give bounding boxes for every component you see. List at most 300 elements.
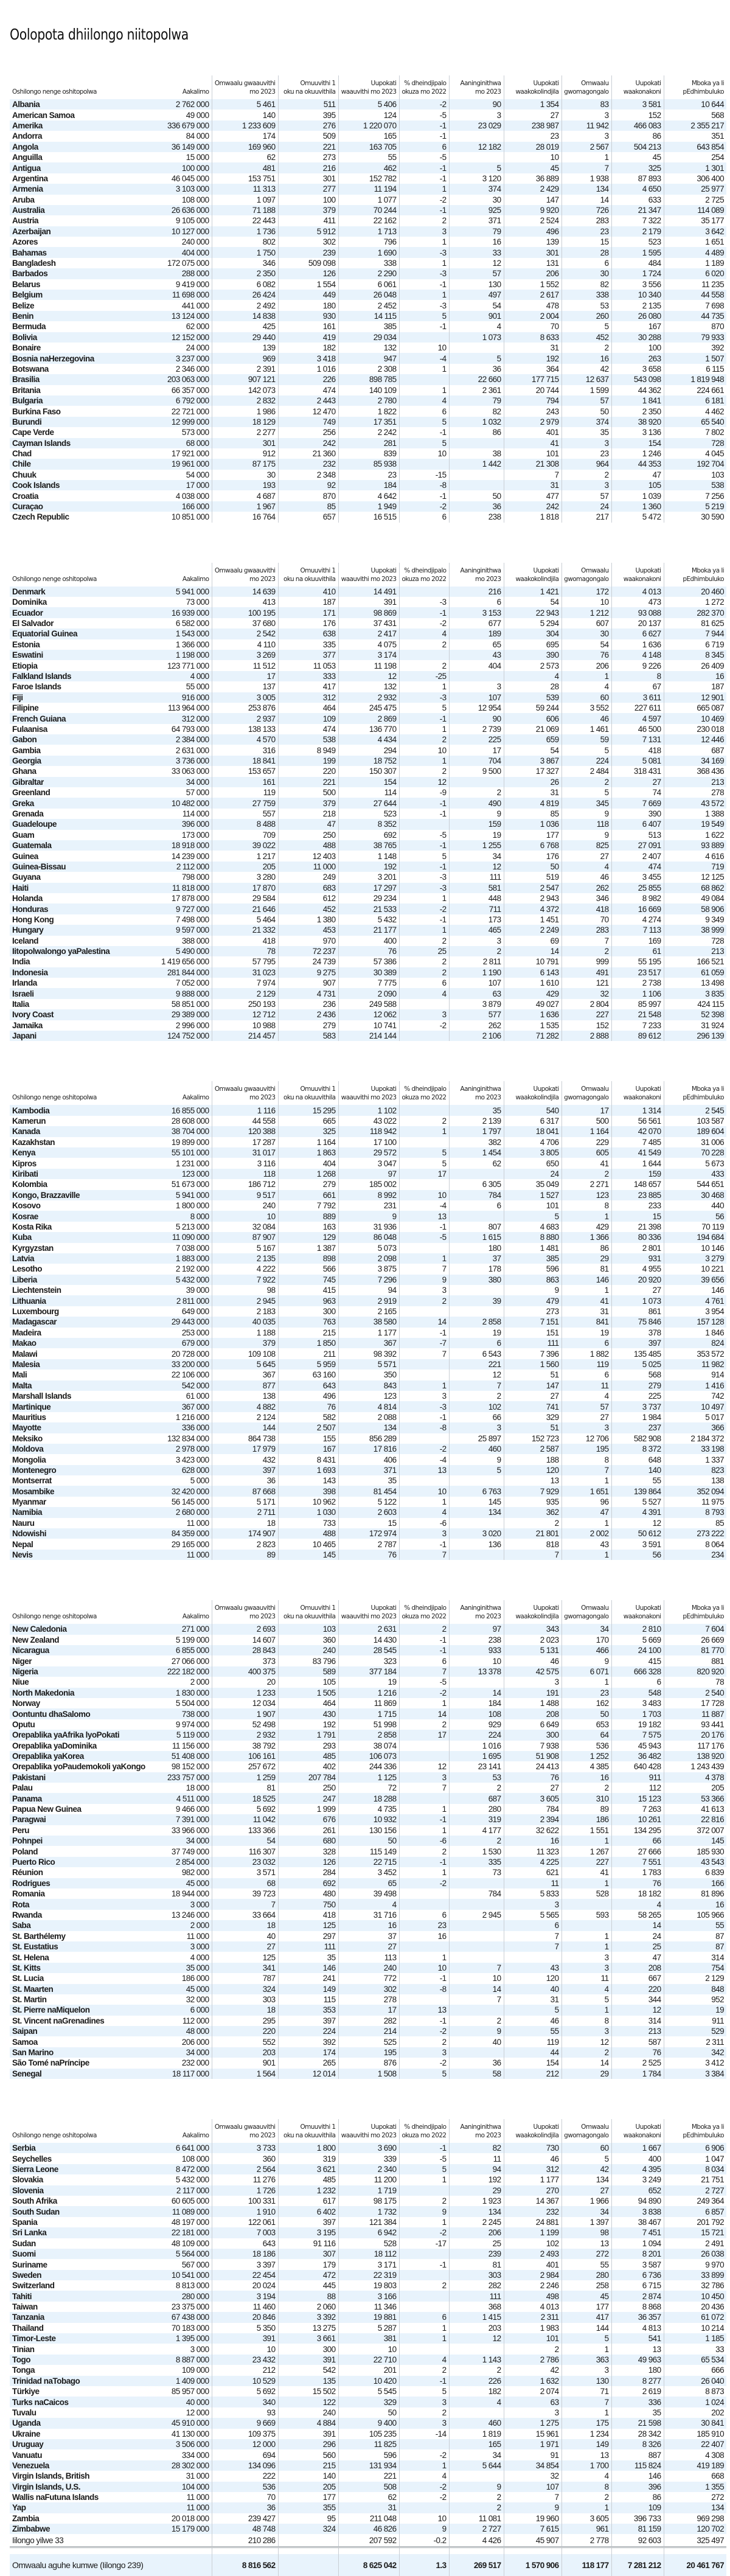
table-row [10,195,726,205]
cell-population: 336 000 [150,1422,212,1433]
cell-congregations: 41 [561,1295,611,1306]
cell-ratio: 480 [278,1888,338,1899]
cell-pioneers: 28 019 [504,142,561,152]
cell-population: 2 631 000 [175,745,209,755]
cell-congregations: 11 [561,1973,611,1983]
cell-pioneers: 2 587 [504,1444,561,1454]
cell-memorial-attendance: 1 185 [664,2333,726,2344]
cell-baptized: 107 [449,692,504,703]
cell-average-publishers: 21 533 [338,903,399,914]
cell-memorial-attendance: 668 [664,2471,726,2481]
cell-ratio: 205 [278,2482,338,2492]
cell-population: 34 000 [150,2047,212,2058]
table-row [10,1941,726,1952]
cell-bible-studies: 5 472 [611,512,664,522]
cell-peak-publishers: 138 [212,1391,278,1401]
column-header-line: Omwaalu [581,2123,609,2131]
cell-memorial-attendance: 78 [664,1677,726,1687]
column-header-line: Omuuvithi 1 [300,566,336,574]
cell-peak-publishers: 18 186 [212,2249,278,2259]
cell-increase-percent: 16 [399,1931,449,1941]
cell-country: Uruguay [10,2439,150,2449]
cell-peak-publishers: 134 096 [212,2460,278,2471]
cell-congregations: 2 484 [561,766,611,776]
cell-peak-publishers: 17 870 [212,883,278,893]
cell-population: 4 000 [190,1952,209,1962]
column-header-pioneers [504,1081,561,1105]
cell-population: 9 974 000 [175,1719,209,1729]
cell-congregations: 118 [561,819,611,829]
cell-ratio: 240 [278,2407,338,2418]
cell-congregations: 1 [561,1285,611,1295]
cell-population: 84 359 000 [150,1528,212,1539]
cell-bible-studies: 35 [611,2407,664,2418]
cell-ratio: 145 [278,1550,338,1560]
column-header-line: mo 2023 [474,88,501,96]
cell-population: 20 728 000 [171,1349,209,1359]
cell-baptized: 1 255 [449,840,504,851]
cell-congregations: 27 [561,2185,611,2196]
cell-country: Greenland [12,788,50,798]
cell-average-publishers: 3 171 [338,2259,399,2269]
cell-congregations: 50 [561,406,611,416]
column-header-ratio [278,1600,338,1624]
cell-peak-publishers: 17 979 [212,1444,278,1454]
cell-population: 108 000 [181,2154,209,2163]
cell-memorial-attendance: 6 839 [664,1867,726,1878]
cell-peak-publishers: 10 988 [212,1020,278,1031]
cell-peak-publishers: 26 424 [212,290,278,300]
cell-bible-studies: 396 [611,2482,664,2492]
cell-ratio: 2 443 [278,395,338,406]
cell-congregations: 841 [561,1317,611,1327]
cell-country: Bosnia naHerzegovina [10,353,150,363]
cell-average-publishers: 350 [338,1370,399,1380]
cell-baptized: 81 [449,2259,504,2269]
cell-bible-studies: 47 [611,470,664,480]
cell-memorial-attendance: 103 587 [664,1116,726,1126]
header-row [10,1600,726,1624]
cell-population: 28 608 000 [171,1116,209,1126]
cell-memorial-attendance: 31 006 [664,1137,726,1147]
cell-country: Kuba [10,1232,150,1242]
cell-population: 1 543 000 [150,628,212,639]
cell-peak-publishers: 1 907 [212,1708,278,1719]
cell-ratio: 970 [278,936,338,946]
table-row [10,2376,726,2386]
cell-country: Azores [12,237,38,247]
cell-ratio: 129 [278,1232,338,1242]
cell-bible-studies: 24 [611,1931,664,1941]
cell-bible-studies: 180 [611,2365,664,2375]
cell-country: New Caledonia [10,1624,150,1634]
cell-bible-studies: 1 703 [611,1708,664,1719]
cell-pioneers: 2 943 [504,893,561,903]
column-header-line: waakokolindjila [515,1613,559,1621]
spacer-cell [611,2547,664,2555]
cell-bible-studies: 21 598 [611,2418,664,2428]
cell-baptized: 14 [449,1984,504,1994]
cell-memorial-attendance: 824 [664,1338,726,1348]
cell-congregations: 2 [561,343,611,353]
cell-congregations: 2 888 [561,1031,611,1041]
cell-increase-percent: -2 [399,2492,449,2502]
cell-population: 48 109 000 [171,2238,209,2248]
cell-baptized: 82 [449,406,504,416]
cell-bible-studies: 931 [611,1253,664,1264]
cell-average-publishers: 98 869 [338,607,399,618]
cell-population: 7 038 000 [175,1243,209,1253]
column-header-line: Mboka ya li [691,1085,724,1093]
cell-peak-publishers: 27 759 [212,798,278,808]
cell-country: Amerika [10,120,150,131]
cell-increase-percent: 1 [399,681,449,692]
cell-average-publishers: 115 149 [338,1846,399,1856]
cell-population: 2 384 000 [150,734,212,745]
cell-country: Georgia [10,756,150,766]
cell-baptized: 1 615 [449,1232,504,1242]
column-header-line: oku na okuuvithila [283,2132,336,2140]
cell-memorial-attendance: 13 498 [664,978,726,988]
cell-increase-percent: 13 [399,1465,449,1475]
cell-increase-percent [399,2302,449,2312]
cell-pioneers: 2 493 [504,2249,561,2259]
column-header-line: gwomagongalo [564,1094,609,1102]
cell-ratio: 750 [278,1899,338,1909]
cell-country: Latvia [10,1253,150,1264]
column-header-line: okuza mo 2022 [401,88,447,96]
cell-pioneers: 22 943 [504,607,561,618]
cell-baptized: 9 [449,809,504,819]
cell-average-publishers: 17 297 [338,883,399,893]
table-row [10,343,726,353]
cell-congregations: 5 [561,787,611,798]
cell-ratio: 11 053 [278,660,338,670]
cell-baptized: 7 [449,1963,504,1973]
total-baptized: 269 517 [449,2554,504,2576]
cell-pioneers: 390 [504,650,561,660]
cell-congregations: 418 [561,903,611,914]
cell-country: Dominika [12,597,47,607]
cell-average-publishers: 1 690 [338,247,399,257]
cell-increase-percent: -1 [399,914,449,925]
cell-congregations: 466 [561,1645,611,1655]
table-row [10,925,726,935]
cell-bible-studies: 237 [611,1422,664,1433]
cell-peak-publishers: 1 188 [212,1328,278,1338]
cell-increase-percent: 3 [399,1391,449,1401]
cell-country: Réunion [12,1868,43,1878]
table-row [10,152,726,162]
cell-increase-percent: 4 [399,2471,449,2481]
cell-average-publishers: 76 [338,1550,399,1560]
cell-baptized: 1 415 [449,2312,504,2322]
column-header-line: % dheindjipalo [404,80,447,87]
table-row [10,1751,726,1761]
table-row [10,184,726,194]
cell-average-publishers: 5 073 [338,1243,399,1253]
cell-congregations: 2 [561,470,611,480]
cell-bible-studies: 4 148 [611,650,664,660]
cell-ratio: 391 [278,2429,338,2439]
cell-pioneers: 177 [504,830,561,840]
cell-congregations: 1 651 [561,1486,611,1496]
cell-peak-publishers: 5 692 [212,1804,278,1814]
cell-ratio: 474 [278,385,338,395]
cell-ratio: 301 [278,173,338,184]
cell-peak-publishers: 5 464 [212,914,278,925]
cell-population: 388 000 [181,936,209,945]
cell-country: Chuuk [12,470,36,479]
cell-pioneers: 6 768 [504,840,561,851]
cell-baptized: 36 [449,501,504,512]
cell-peak-publishers: 10 [212,2344,278,2354]
cell-memorial-attendance: 1 337 [664,1454,726,1464]
cell-memorial-attendance: 3 642 [664,226,726,237]
cell-pioneers: 478 [504,300,561,310]
cell-memorial-attendance: 26 038 [664,2249,726,2259]
cell-pioneers: 1 983 [504,2323,561,2333]
cell-population: 132 834 000 [167,1433,209,1443]
cell-pioneers: 11 323 [504,1846,561,1856]
cell-memorial-attendance: 2 725 [664,195,726,205]
cell-population: 22 181 000 [150,2227,212,2238]
table-row [10,1624,726,1634]
cell-peak-publishers: 68 [212,1878,278,1888]
cell-ratio: 215 [278,2460,338,2471]
cell-country: Malesia [10,1359,150,1370]
cell-memorial-attendance: 8 793 [664,1507,726,1517]
cell-average-publishers: 4 814 [338,1401,399,1412]
cell-peak-publishers: 1 564 [212,2069,278,2079]
cell-ratio: 676 [278,1814,338,1825]
cell-pioneers: 8 633 [504,332,561,343]
cell-baptized: 2 727 [449,2524,504,2534]
cell-population: 2 762 000 [150,99,212,110]
cell-bible-studies: 2 350 [611,406,664,416]
cell-pioneers: 343 [504,1624,561,1634]
cell-increase-percent: 3 [399,226,449,237]
column-header-line: waakonakoni [623,88,661,96]
cell-bible-studies: 396 733 [611,2513,664,2524]
cell-increase-percent: -4 [399,1454,449,1464]
cell-baptized: 12 954 [449,703,504,713]
cell-bible-studies: 15 [611,1211,664,1221]
column-header-pioneers [504,563,561,587]
cell-increase-percent: -2 [399,195,449,205]
cell-increase-percent: 1 [399,1804,449,1814]
cell-bible-studies: 146 [611,2471,664,2481]
cell-ratio: 2 060 [278,2302,338,2312]
cell-country: Mosambike [10,1486,150,1496]
cell-country: Bangladesh [12,259,56,268]
cell-ratio: 745 [278,1275,338,1285]
spacer-cell [664,2547,726,2555]
cell-baptized: 280 [449,1804,504,1814]
cell-peak-publishers: 54 [212,1836,278,1846]
cell-peak-publishers: 18 841 [212,756,278,766]
cell-congregations: 29 [561,1253,611,1264]
cell-country: Thailand [12,2323,44,2333]
cell-country: Lithuania [10,1295,150,1306]
cell-population: 19 899 000 [171,1137,209,1147]
cell-average-publishers: 17 100 [338,1137,399,1147]
cell-country: Virgin Islands, British [12,2471,90,2481]
cell-average-publishers: 1 949 [338,501,399,512]
cell-increase-percent: 5 [399,1147,449,1158]
cell-country: Slovenia [10,2185,150,2196]
cell-pioneers: 4 225 [504,1857,561,1867]
table-row [10,840,726,851]
cell-memorial-attendance: 70 228 [664,1147,726,1158]
cell-memorial-attendance: 114 089 [664,205,726,215]
cell-congregations: 346 [561,893,611,903]
cell-congregations: 71 [561,2386,611,2397]
cell-population: 1 830 000 [150,1688,212,1698]
table-row [10,2365,726,2375]
cell-peak-publishers: 1 967 [212,501,278,512]
cell-congregations: 3 [561,2365,611,2375]
cell-pioneers: 4 683 [504,1222,561,1232]
cell-country: Faroe Islands [12,682,61,692]
cell-memorial-attendance: 26 669 [664,1635,726,1645]
cell-memorial-attendance: 20 176 [664,1730,726,1740]
cell-peak-publishers: 39 022 [212,840,278,851]
cell-peak-publishers: 12 000 [212,2439,278,2449]
cell-average-publishers: 9 [338,1211,399,1221]
table-section [10,2119,726,2576]
cell-congregations: 6 [561,1338,611,1348]
cell-memorial-attendance: 33 198 [664,1444,726,1454]
cell-bible-studies: 1 360 [611,501,664,512]
cell-increase-percent: -1 [399,1645,449,1655]
cell-country: Makao [10,1338,150,1348]
cell-country: Suomi [10,2249,150,2259]
column-header-line: gwomagongalo [564,1613,609,1621]
cell-bible-studies: 213 [611,2026,664,2036]
table-row [10,226,726,237]
cell-baptized: 36 [449,364,504,374]
column-header-memorial-attendance [664,563,726,587]
cell-country: Paragwai [10,1814,150,1825]
cell-average-publishers: 1 719 [338,2185,399,2196]
cell-congregations: 3 [561,438,611,448]
column-header-line: waauvithi mo 2023 [341,2132,397,2140]
cell-pioneers: 27 [504,110,561,120]
cell-average-publishers: 150 307 [338,766,399,776]
cell-pioneers: 362 [504,1507,561,1517]
cell-average-publishers: 3 047 [338,1158,399,1168]
table-row [10,1348,726,1359]
column-header-line: oku na okuuvithila [283,575,336,583]
cell-bible-studies: 1 724 [611,268,664,279]
cell-ratio: 279 [278,1020,338,1031]
cell-bible-studies: 7 451 [611,2227,664,2238]
cell-peak-publishers: 295 [212,2016,278,2026]
cell-memorial-attendance: 368 436 [664,766,726,776]
spacer-cell [338,2547,399,2555]
cell-congregations: 229 [561,1137,611,1147]
cell-average-publishers: 12 [338,671,399,681]
cell-ratio: 1 505 [278,1688,338,1698]
cell-baptized: 3 [449,110,504,120]
cell-country: Kipros [12,1158,36,1168]
cell-peak-publishers: 1 750 [212,247,278,257]
cell-population: 67 438 000 [150,2312,212,2322]
cell-bible-studies: 3 838 [611,2206,664,2216]
cell-memorial-attendance: 3 835 [664,988,726,998]
cell-average-publishers: 27 [338,1941,399,1952]
cell-bible-studies: 208 [611,1963,664,1973]
cell-congregations: 27 [561,1412,611,1422]
cell-memorial-attendance: 26 040 [664,2376,726,2386]
column-header-line: oku na okuuvithila [283,1094,336,1102]
cell-increase-percent: -7 [399,1338,449,1348]
cell-memorial-attendance: 230 018 [664,724,726,734]
cell-baptized: 34 [449,851,504,861]
table-row [10,2323,726,2333]
cell-peak-publishers: 2 135 [212,1253,278,1264]
cell-baptized: 19 [449,830,504,840]
cell-population: 11 089 000 [150,2206,212,2216]
cell-population: 5 213 000 [175,1222,209,1231]
cell-average-publishers: 3 166 [338,2291,399,2301]
cell-peak-publishers: 5 461 [212,99,278,110]
cell-pioneers: 2 023 [504,1635,561,1645]
column-header-country [10,563,150,587]
cell-ratio: 397 [278,2016,338,2026]
table-row [10,2153,726,2163]
table-row [10,300,726,310]
cell-bible-studies: 112 [611,1783,664,1793]
cell-congregations: 64 [561,1730,611,1740]
cell-congregations: 1 882 [561,1348,611,1359]
column-header-line: mo 2023 [249,2132,276,2140]
cell-increase-percent: 1 [399,925,449,935]
cell-country: Haiti [10,883,150,893]
cell-country: Virgin Islands, U.S. [10,2482,150,2492]
cell-memorial-attendance: 881 [664,1655,726,1666]
cell-memorial-attendance: 185 910 [664,2429,726,2439]
table-row [10,1793,726,1803]
cell-population: 3 736 000 [150,756,212,766]
cell-pioneers: 45 [504,162,561,173]
cell-population: 334 000 [181,2450,209,2460]
cell-baptized [449,1677,504,1687]
cell-pioneers: 401 [504,427,561,437]
cell-peak-publishers: 3 005 [212,692,278,703]
cell-peak-publishers: 413 [212,597,278,607]
cell-average-publishers: 85 938 [338,459,399,469]
cell-baptized: 497 [449,290,504,300]
cell-pioneers: 208 [504,1708,561,1719]
cell-average-publishers: 2 165 [338,1306,399,1317]
cell-population: 58 851 000 [171,1000,209,1009]
cell-increase-percent: 1 [399,2174,449,2185]
cell-baptized [449,1952,504,1962]
table-row [10,809,726,819]
cell-memorial-attendance: 719 [664,862,726,872]
column-header-baptized [449,563,504,587]
cell-ratio: 47 [278,819,338,829]
column-header-bible-studies [611,1081,664,1105]
cell-peak-publishers: 31 017 [212,1147,278,1158]
cell-baptized [449,1941,504,1952]
cell-population: 98 152 000 [171,1762,209,1772]
cell-memorial-attendance: 205 [664,1783,726,1793]
cell-average-publishers: 839 [338,448,399,459]
cell-country: Malawi [12,1349,38,1359]
